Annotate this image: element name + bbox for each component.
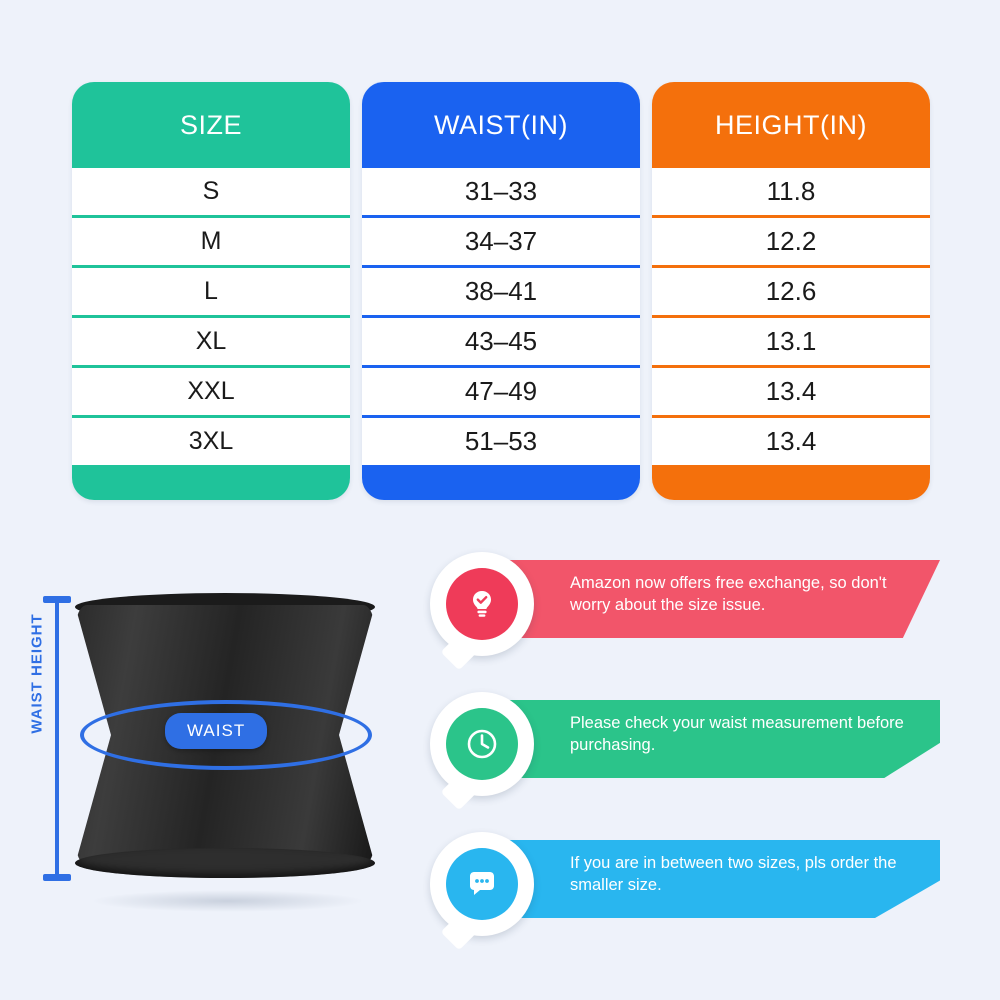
note-icon-bubble bbox=[430, 832, 534, 936]
table-cell: 12.2 bbox=[652, 218, 930, 265]
table-cell: 3XL bbox=[72, 418, 350, 465]
size-table bbox=[72, 82, 930, 500]
column-header-height: HEIGHT(IN) bbox=[652, 82, 930, 168]
table-cell: XL bbox=[72, 318, 350, 365]
note-icon-bubble bbox=[430, 692, 534, 796]
clock-icon bbox=[446, 708, 518, 780]
table-cell: 13.4 bbox=[652, 368, 930, 415]
column-body-height bbox=[652, 168, 930, 500]
table-cell: 13.1 bbox=[652, 318, 930, 365]
waist-height-label: WAIST HEIGHT bbox=[28, 613, 46, 734]
waist-label: WAIST bbox=[165, 713, 267, 749]
table-cell: 43–45 bbox=[362, 318, 640, 365]
table-cell: 47–49 bbox=[362, 368, 640, 415]
column-header-waist: WAIST(IN) bbox=[362, 82, 640, 168]
table-column-height bbox=[652, 82, 930, 500]
table-cell: 31–33 bbox=[362, 168, 640, 215]
table-cell: 34–37 bbox=[362, 218, 640, 265]
table-cell: 13.4 bbox=[652, 418, 930, 465]
table-cell: 38–41 bbox=[362, 268, 640, 315]
note-text: If you are in between two sizes, pls order the smaller size. bbox=[570, 854, 897, 895]
measure-line bbox=[55, 603, 59, 874]
table-cell: 51–53 bbox=[362, 418, 640, 465]
note-item bbox=[430, 552, 940, 644]
note-text: Please check your waist measurement before purchasing. bbox=[570, 714, 904, 755]
chat-bubble-icon bbox=[446, 848, 518, 920]
column-body-size bbox=[72, 168, 350, 500]
notes-section bbox=[430, 552, 975, 972]
measure-tick-bottom bbox=[43, 874, 71, 881]
belt-bottom-edge bbox=[75, 848, 375, 878]
lightbulb-check-icon bbox=[446, 568, 518, 640]
table-cell: 12.6 bbox=[652, 268, 930, 315]
table-cell: XXL bbox=[72, 368, 350, 415]
product-illustration bbox=[20, 560, 430, 970]
table-cell: L bbox=[72, 268, 350, 315]
note-icon-bubble bbox=[430, 552, 534, 656]
measure-tick-top bbox=[43, 596, 71, 603]
column-header-size: SIZE bbox=[72, 82, 350, 168]
note-item bbox=[430, 832, 940, 924]
note-item bbox=[430, 692, 940, 784]
table-cell: S bbox=[72, 168, 350, 215]
note-text: Amazon now offers free exchange, so don't worry about the size issue. bbox=[570, 574, 887, 615]
belt-shadow bbox=[90, 890, 365, 912]
table-column-waist bbox=[362, 82, 640, 500]
table-cell: M bbox=[72, 218, 350, 265]
column-body-waist bbox=[362, 168, 640, 500]
table-cell: 11.8 bbox=[652, 168, 930, 215]
table-column-size bbox=[72, 82, 350, 500]
